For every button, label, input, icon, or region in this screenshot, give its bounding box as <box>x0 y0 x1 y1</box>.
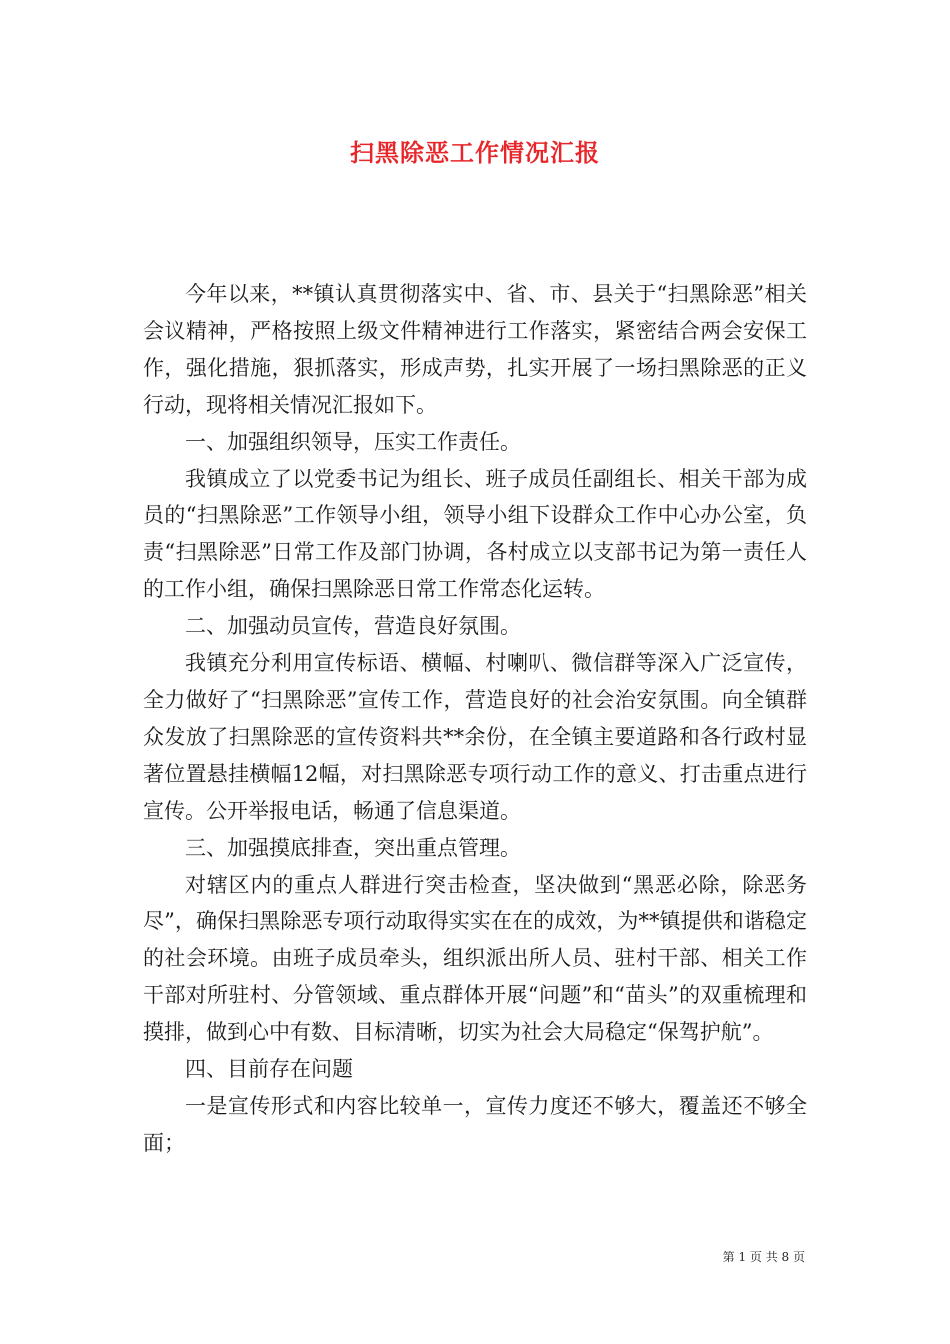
section-heading-1: 一、加强组织领导，压实工作责任。 <box>185 429 521 454</box>
section-paragraph-2: 我镇充分利用宣传标语、横幅、村喇叭、微信群等深入广泛宣传，全力做好了“扫黑除恶”宣传工作，营造良好的社会治安氛围。向全镇群众发放了扫黑除恶的宣传资料共**余份，在全镇主要道路和各行政村显著位置悬挂横幅12幅，对扫黑除恶专项行动工作的意义、打击重点进行宣传。公开举报电话，畅通了信息渠道。 <box>143 651 807 823</box>
section-heading-2: 二、加强动员宣传，营造良好氛围。 <box>185 614 521 639</box>
document-body <box>143 276 807 1162</box>
page-number: 第 1 页 共 8 页 <box>722 1250 805 1264</box>
section-heading-4: 四、目前存在问题 <box>185 1057 353 1082</box>
document-title: 扫黑除恶工作情况汇报 <box>350 138 600 167</box>
section-paragraph-1: 我镇成立了以党委书记为组长、班子成员任副组长、相关干部为成员的“扫黑除恶”工作领导小组，领导小组下设群众工作中心办公室，负责“扫黑除恶”日常工作及部门协调，各村成立以支部书记为第一责任人的工作小组，确保扫黑除恶日常工作常态化运转。 <box>143 466 807 602</box>
intro-paragraph: 今年以来，**镇认真贯彻落实中、省、市、县关于“扫黑除恶”相关会议精神，严格按照上级文件精神进行工作落实，紧密结合两会安保工作，强化措施，狠抓落实，形成声势，扎实开展了一场扫黑除恶的正义行动，现将相关情况汇报如下。 <box>143 282 807 417</box>
section-heading-3: 三、加强摸底排查，突出重点管理。 <box>185 835 521 860</box>
section-paragraph-4: 一是宣传形式和内容比较单一，宣传力度还不够大，覆盖还不够全面； <box>143 1093 807 1155</box>
section-paragraph-3: 对辖区内的重点人群进行突击检查，坚决做到“黑恶必除，除恶务尽”，确保扫黑除恶专项行动取得实实在在的成效，为**镇提供和谐稳定的社会环境。由班子成员牵头，组织派出所人员、驻村干部、相关工作干部对所驻村、分管领域、重点群体开展“问题”和“苗头”的双重梳理和摸排，做到心中有数、目标清晰，切实为社会大局稳定“保驾护航”。 <box>143 872 807 1045</box>
